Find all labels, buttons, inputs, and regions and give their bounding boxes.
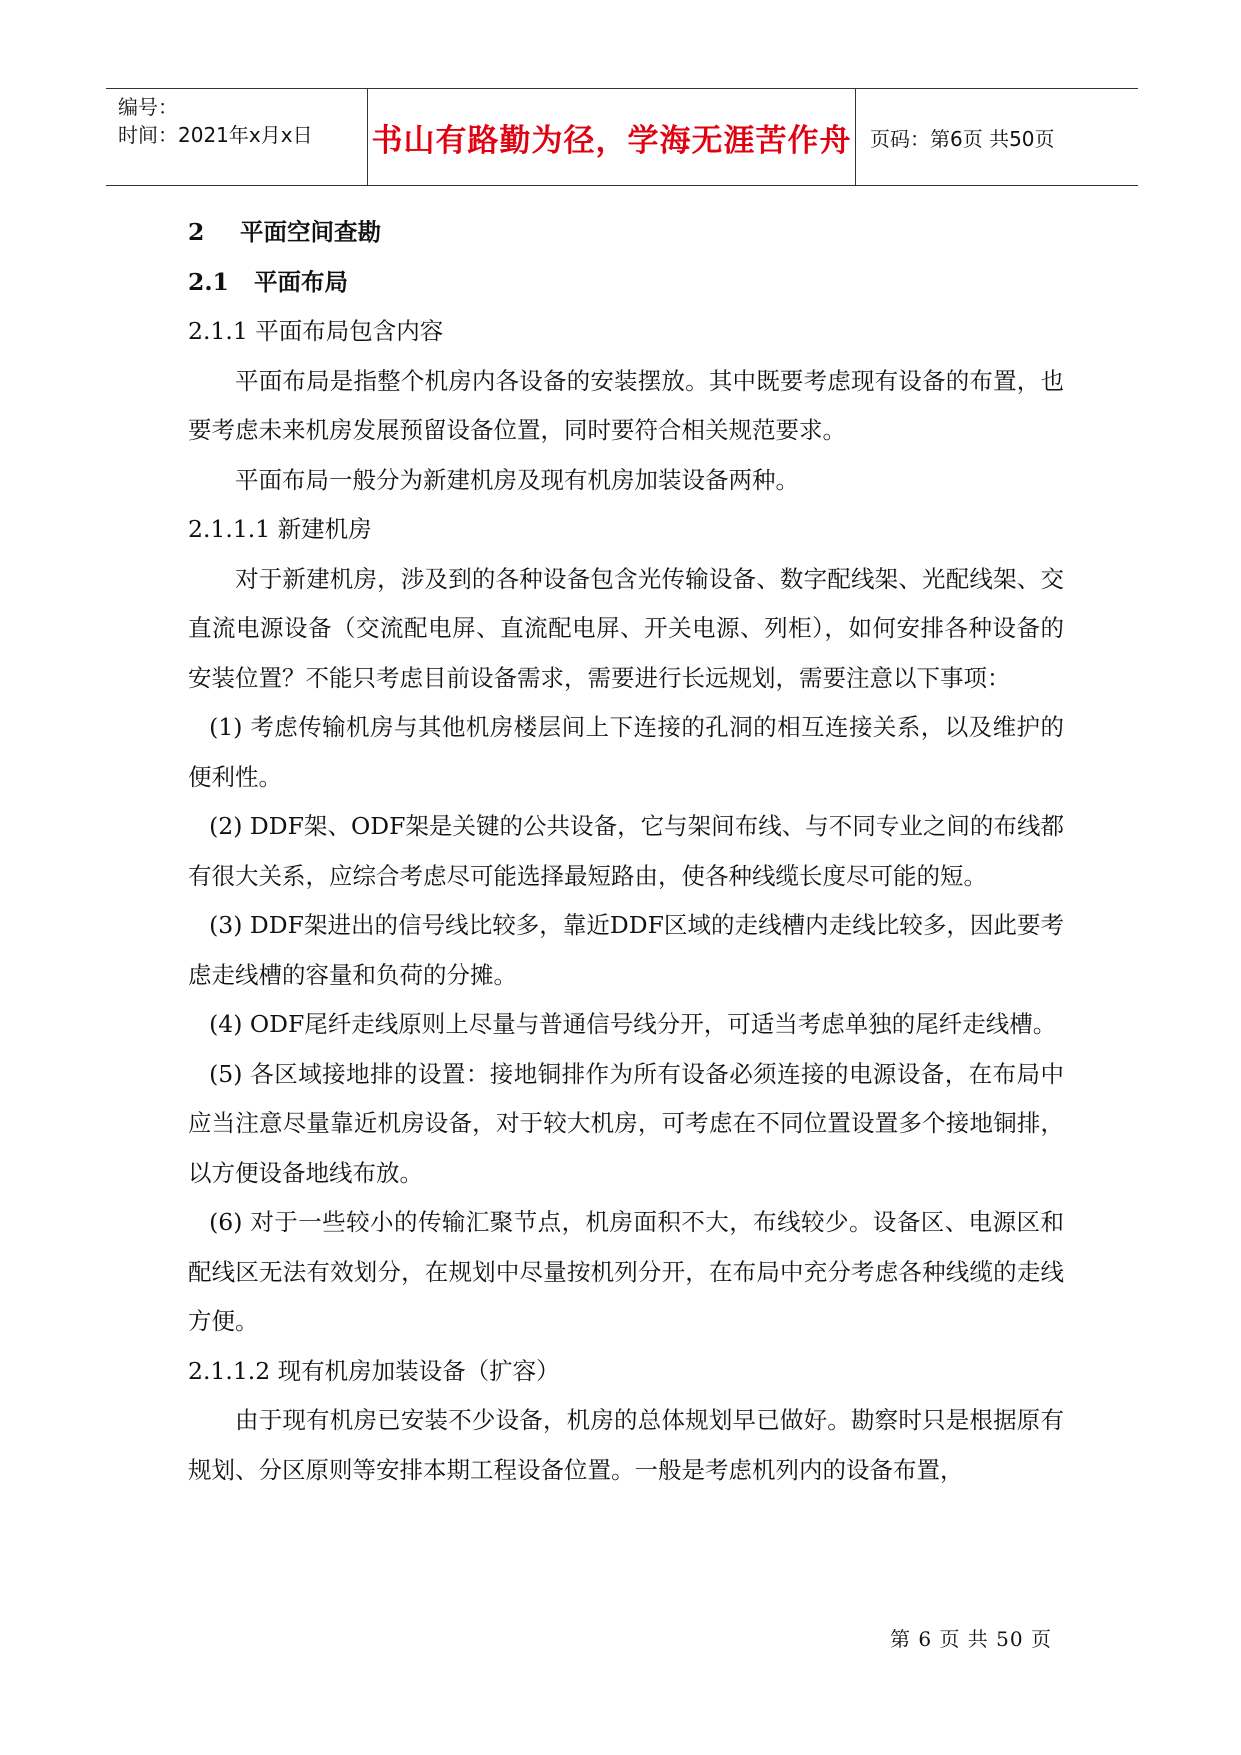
paragraph: 对于新建机房，涉及到的各种设备包含光传输设备、数字配线架、光配线架、交直流电源设备（交流配电屏、直流配电屏、开关电源、列柜），如何安排各种设备的安装位置？不能只考虑目前设备需求，需要进行长远规划，需要注意以下事项： (188, 564, 1064, 692)
list-item: (2) DDF架、ODF架是关键的公共设备，它与架间布线、与不同专业之间的布线都有很大关系，应综合考虑尽可能选择最短路由，使各种线缆长度尽可能的短。 (188, 812, 1064, 890)
list-item: (6) 对于一些较小的传输汇聚节点，机房面积不大，布线较少。设备区、电源区和配线区无法有效划分，在规划中尽量按机列分开，在布局中充分考虑各种线缆的走线方便。 (188, 1208, 1064, 1335)
header-meta (106, 89, 368, 185)
list-item: (1) 考虑传输机房与其他机房楼层间上下连接的孔洞的相互连接关系，以及维护的便利性。 (188, 713, 1064, 791)
heading-number: 2.1 (188, 267, 229, 296)
list-item: (4) ODF尾纤走线原则上尽量与普通信号线分开，可适当考虑单独的尾纤走线槽。 (209, 1010, 1057, 1038)
document-number-label: 编号： (118, 95, 178, 119)
list-item: (3) DDF架进出的信号线比较多，靠近DDF区域的走线槽内走线比较多，因此要考虑走线槽的容量和负荷的分摊。 (188, 911, 1064, 989)
paragraph: 平面布局一般分为新建机房及现有机房加装设备两种。 (235, 465, 799, 494)
page-footer: 第 6 页 共 50 页 (890, 1627, 1052, 1651)
heading-level-4: 2.1.1.2 现有机房加装设备（扩容） (188, 1356, 560, 1385)
document-time-label: 时间：2021年x月x日 (118, 123, 313, 147)
paragraph: 平面布局是指整个机房内各设备的安装摆放。其中既要考虑现有设备的布置，也要考虑未来机房发展预留设备位置，同时要符合相关规范要求。 (188, 366, 1064, 444)
heading-text: 平面布局 (254, 267, 348, 296)
paragraph: 由于现有机房已安装不少设备，机房的总体规划早已做好。勘察时只是根据原有规划、分区原则等安排本期工程设备位置。一般是考虑机列内的设备布置， (188, 1406, 1064, 1484)
heading-text: 平面空间查勘 (240, 218, 381, 246)
header-motto: 书山有路勤为径，学海无涯苦作舟 (368, 89, 856, 185)
heading-number: 2 (188, 218, 205, 246)
heading-level-4: 2.1.1.1 新建机房 (188, 515, 372, 543)
document-body (188, 208, 1064, 1495)
list-item: (5) 各区域接地排的设置：接地铜排作为所有设备必须连接的电源设备，在布局中应当注意尽量靠近机房设备，对于较大机房，可考虑在不同位置设置多个接地铜排，以方便设备地线布放。 (188, 1059, 1064, 1187)
heading-level-1 (188, 208, 1064, 258)
heading-level-3: 2.1.1 平面布局包含内容 (188, 317, 444, 345)
header-page-number: 页码：第6页 共50页 (870, 126, 1055, 151)
page-header (106, 88, 1138, 186)
heading-level-2 (188, 258, 1064, 308)
